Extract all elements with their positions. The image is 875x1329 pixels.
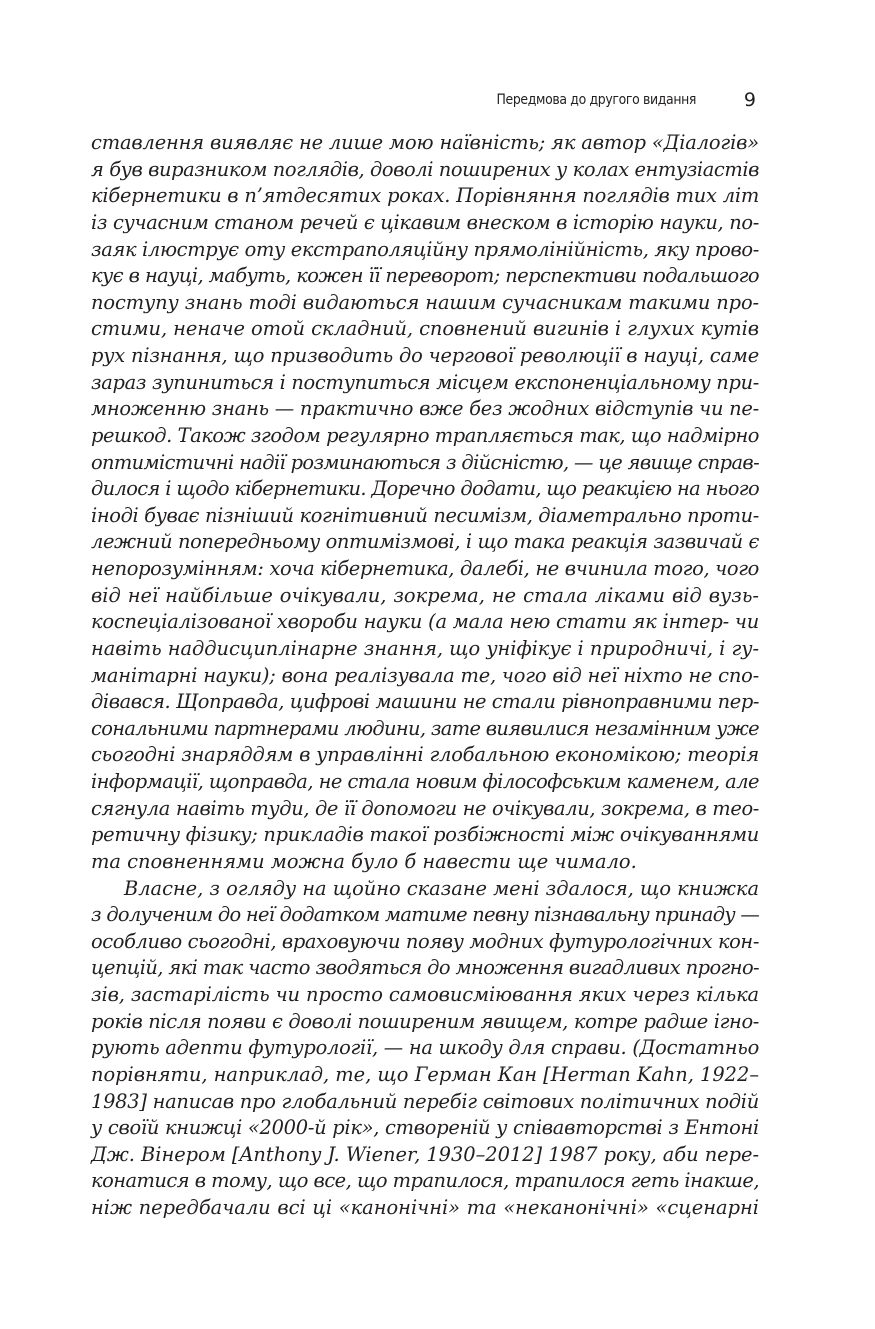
text-line: непорозумінням: хоча кібернетика, далебі, не вчинила того, чого xyxy=(91,557,760,580)
text-line: сональними партнерами людини, зате виявилися незамінним уже xyxy=(91,716,760,740)
text-line: років після появи є доволі поширеним явищем, котре радше ігно- xyxy=(91,1009,760,1033)
text-line: зів, застарілість чи просто самовисміювання яких через кілька xyxy=(91,983,759,1006)
text-line: стими, неначе отой складний, сповнений вигинів і глухих кутів xyxy=(91,317,759,341)
text-line: лежний попередньому оптимізмові, і що така реакція зазвичай є xyxy=(91,530,760,554)
text-line: кібернетики в п’ятдесятих роках. Порівняння поглядів тих літ xyxy=(91,184,759,208)
paragraph xyxy=(91,876,759,1222)
text-line: сьогодні знаряддям в управлінні глобальною економікою; теорія xyxy=(91,743,760,767)
running-head xyxy=(400,89,758,113)
text-line: коспеціалізованої хвороби науки (а мала нею стати як інтер- чи xyxy=(91,610,760,634)
text-line: 1983] написав про глобальний перебіг світових політичних подій xyxy=(91,1089,759,1113)
text-line: ретичну фізику; прикладів такої розбіжності між очікуваннями xyxy=(91,823,759,847)
text-line: ніж передбачали всі ці «канонічні» та «неканонічні» «сценарні xyxy=(91,1196,759,1219)
text-line: решкод. Також згодом регулярно трапляється так, що надмірно xyxy=(91,423,760,447)
text-line: я був виразником поглядів, доволі поширених у колах ентузіастів xyxy=(91,157,760,181)
text-line: сягнула навіть туди, де її допомоги не очікували, зокрема, в тео- xyxy=(91,796,759,820)
paragraph xyxy=(91,130,759,876)
text-line: дилося і щодо кібернетики. Доречно додати, що реакцією на нього xyxy=(91,477,759,501)
text-line: дівався. Щоправда, цифрові машини не стали рівноправними пер- xyxy=(91,690,759,714)
text-line: поступу знань тоді видаються нашим сучасникам такими про- xyxy=(91,290,760,314)
text-line: Дж. Вінером [Anthony J. Wiener, 1930–2012] 1987 року, аби пере- xyxy=(91,1142,760,1166)
text-line: множенню знань — практично вже без жодних відступів чи пе- xyxy=(91,397,759,421)
running-head-title: Передмова до другого видання xyxy=(496,92,696,108)
text-line: оптимістичні надії розминаються з дійсністю, — це явище справ- xyxy=(91,450,759,474)
text-line: із сучасним станом речей є цікавим внеском в історію науки, по- xyxy=(91,210,759,234)
text-line: особливо сьогодні, враховуючи появу модних футурологічних кон- xyxy=(91,929,759,953)
text-line: від неї найбільше очікували, зокрема, не стала ліками від вузь- xyxy=(91,583,759,607)
text-line: заяк ілюструє оту екстраполяційну прямолінійність, яку прово- xyxy=(91,237,759,261)
text-line: ставлення виявляє не лише мою наївність; як автор «Діалогів» xyxy=(91,131,759,154)
text-line: манітарні науки); вона реалізувала те, чого від неї ніхто не спо- xyxy=(91,663,759,687)
text-line: зараз зупиниться і поступиться місцем експоненціальному при- xyxy=(91,370,760,394)
text-line: конатися в тому, що все, що трапилося, трапилося геть інакше, xyxy=(91,1169,759,1193)
text-line: навіть наддисциплінарне знання, що уніфікує і природничі, і гу- xyxy=(91,636,759,660)
page-number: 9 xyxy=(743,89,756,111)
text-line: у своїй книжці «2000-й рік», створеній у співавторстві з Ентоні xyxy=(91,1116,759,1140)
text-line: та сповненнями можна було б навести ще чимало. xyxy=(91,849,637,873)
text-line: Власне, з огляду на щойно сказане мені здалося, що книжка xyxy=(124,876,759,900)
text-line: з долученим до неї додатком матиме певну пізнавальну принаду — xyxy=(91,903,760,927)
text-line: порівняти, наприклад, те, що Герман Кан [Herman Kahn, 1922– xyxy=(91,1062,759,1086)
text-line: рух пізнання, що призводить до чергової революції в науці, саме xyxy=(91,344,759,367)
text-line: іноді буває пізніший когнітивний песимізм, діаметрально проти- xyxy=(91,503,759,527)
text-line: рують адепти футурології, — на шкоду для справи. (Достатньо xyxy=(91,1036,759,1060)
text-line: інформації, щоправда, не стала новим філософським каменем, але xyxy=(91,770,759,793)
text-line: кує в науці, мабуть, кожен її переворот; перспективи подальшого xyxy=(91,264,759,288)
text-line: цепцій, які так часто зводяться до множення вигадливих прогно- xyxy=(91,956,760,980)
body-text xyxy=(91,130,759,1222)
